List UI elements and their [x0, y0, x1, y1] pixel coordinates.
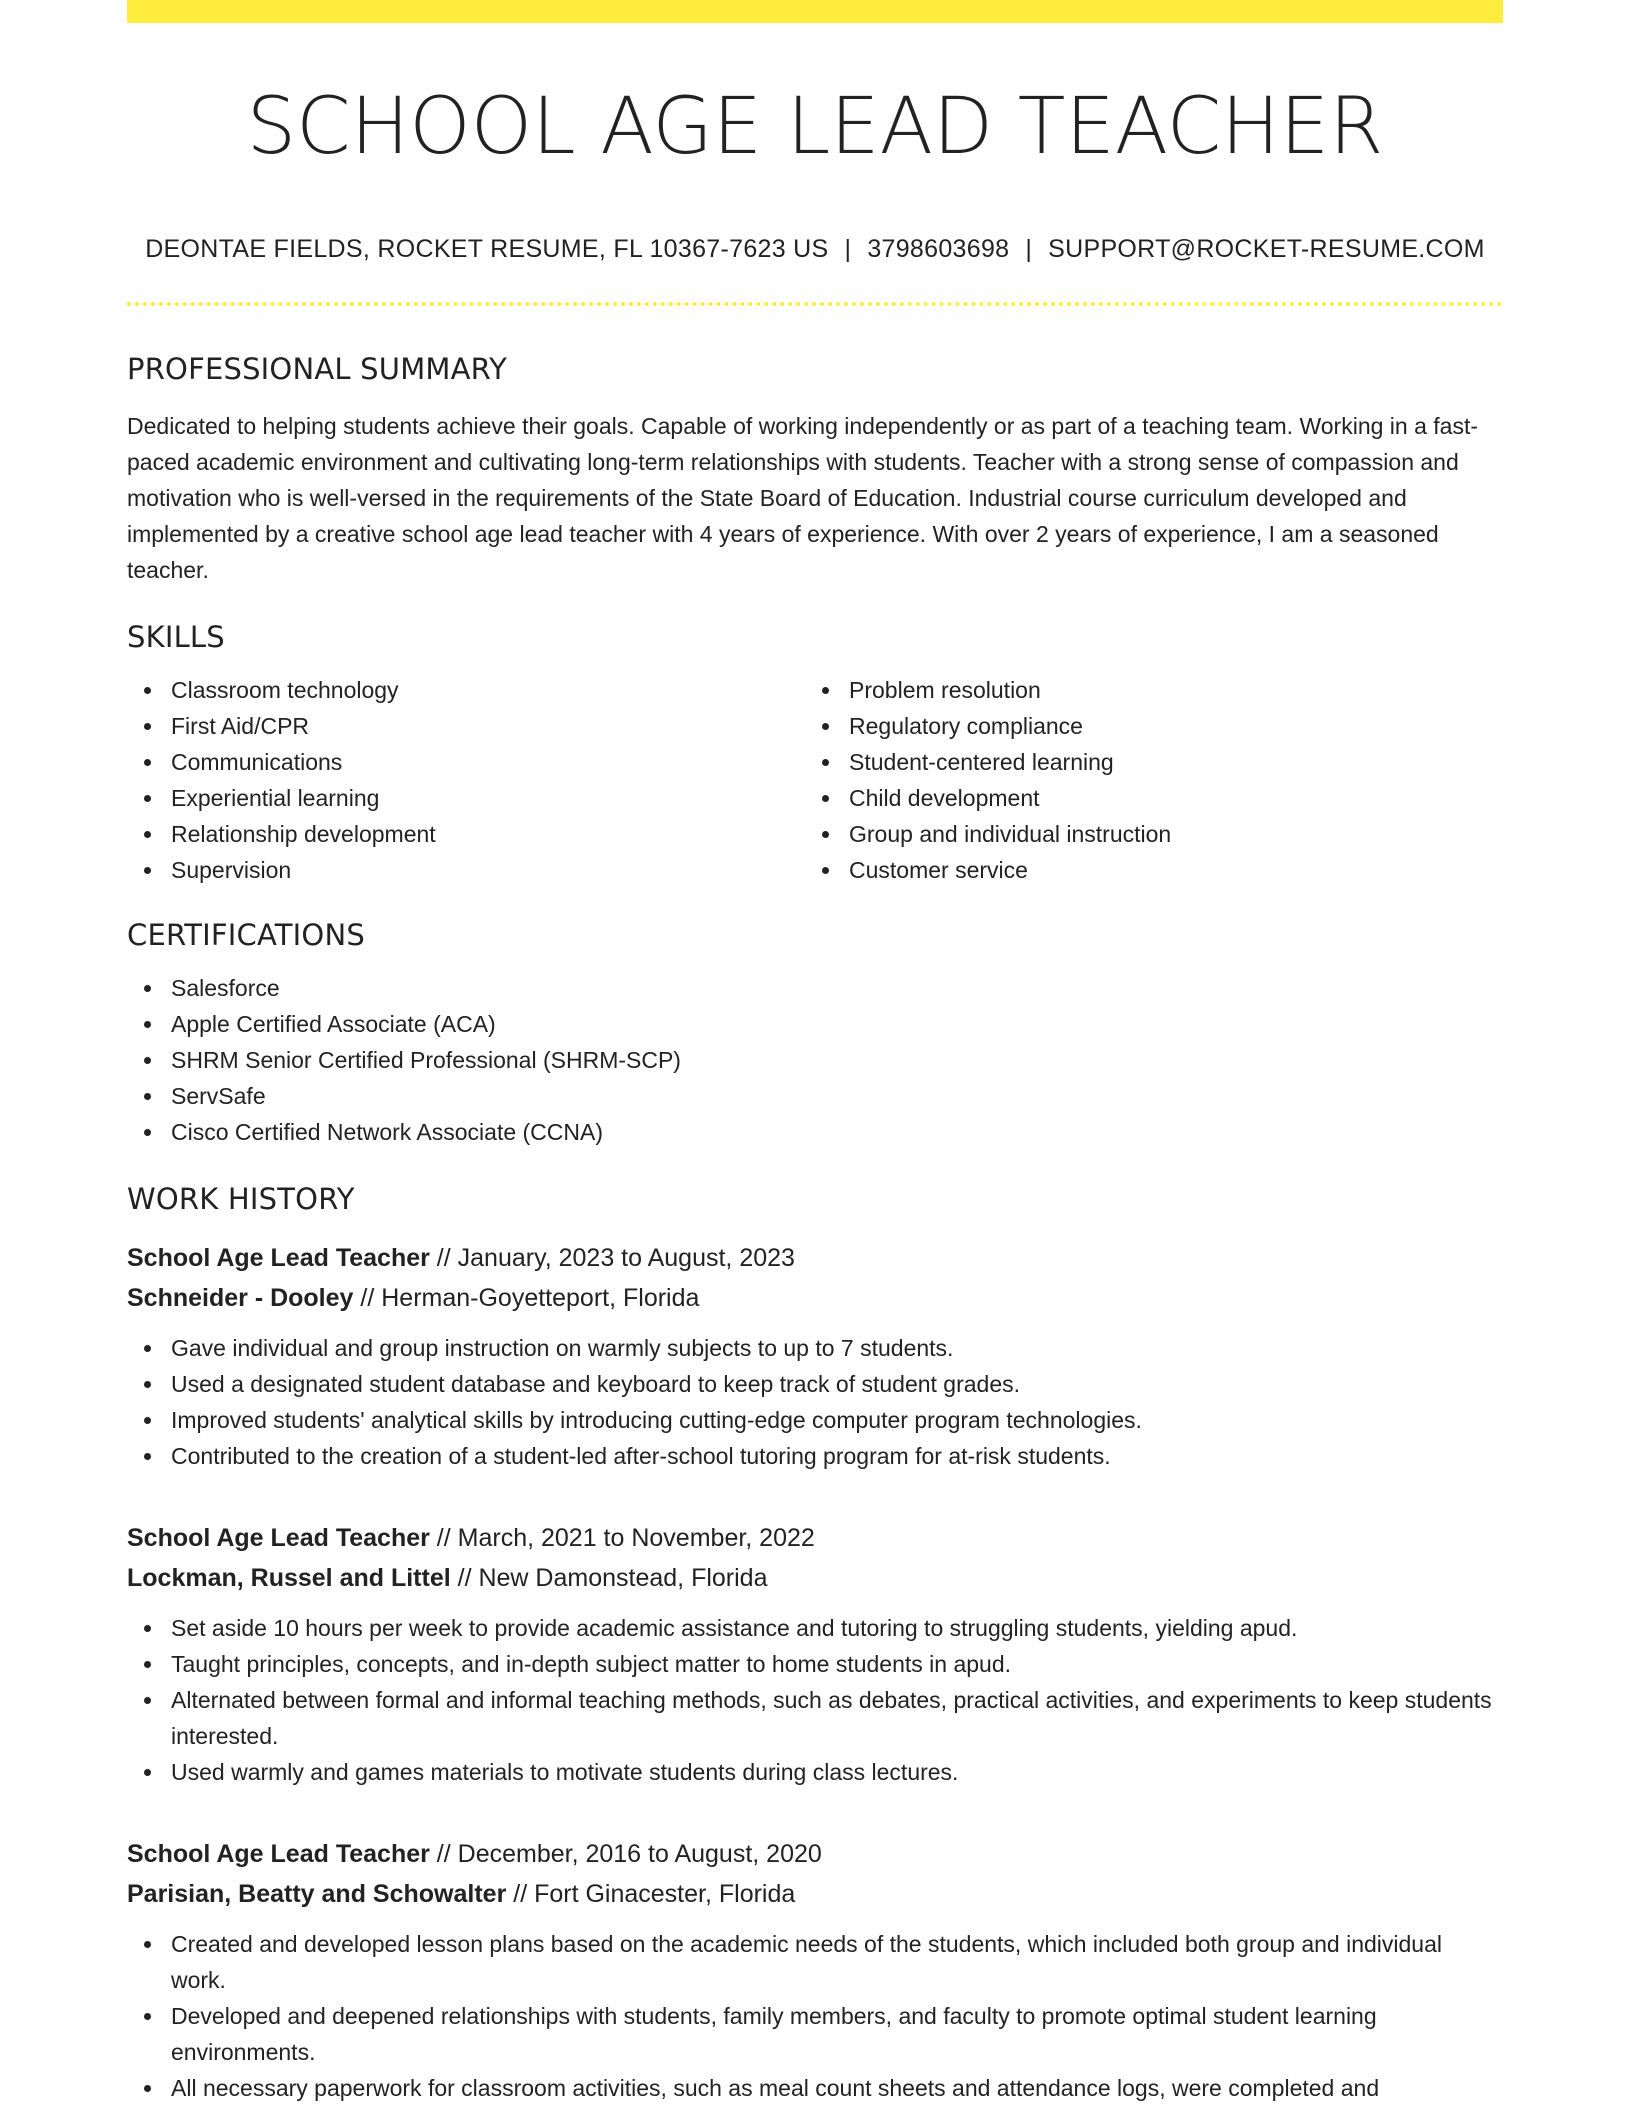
list-item: Customer service	[805, 852, 1483, 888]
accent-bar	[127, 0, 1503, 23]
work-history-section	[127, 1182, 1503, 2106]
job-company: Lockman, Russel and Littel	[127, 1563, 451, 1592]
job-title: School Age Lead Teacher	[127, 1839, 430, 1868]
job-company: Parisian, Beatty and Schowalter	[127, 1879, 507, 1908]
list-item: Problem resolution	[805, 672, 1483, 708]
contact-address: DEONTAE FIELDS, ROCKET RESUME, FL 10367-7623 US	[145, 234, 829, 263]
job-company-line	[127, 1278, 1503, 1318]
list-item: Used a designated student database and keyboard to keep track of student grades.	[127, 1366, 1503, 1402]
list-item: Student-centered learning	[805, 744, 1483, 780]
job-title: School Age Lead Teacher	[127, 1243, 430, 1272]
list-item: First Aid/CPR	[127, 708, 805, 744]
job-bullets	[127, 1926, 1503, 2106]
list-item: Supervision	[127, 852, 805, 888]
contact-email[interactable]: SUPPORT@ROCKET-RESUME.COM	[1048, 234, 1485, 263]
list-item: Created and developed lesson plans based on the academic needs of the students, which included both group and individual work.	[127, 1926, 1503, 1998]
contact-phone: 3798603698	[867, 234, 1010, 263]
list-item: ServSafe	[127, 1078, 1503, 1114]
skills-list-right	[805, 672, 1483, 888]
resume-page	[127, 0, 1503, 2106]
job-bullets	[127, 1610, 1503, 1790]
job-entry	[127, 1518, 1503, 1790]
section-heading: WORK HISTORY	[127, 1181, 355, 1216]
list-item: Contributed to the creation of a student-led after-school tutoring program for at-risk students.	[127, 1438, 1503, 1474]
list-item: Taught principles, concepts, and in-depth subject matter to home students in apud.	[127, 1646, 1503, 1682]
list-item: Regulatory compliance	[805, 708, 1483, 744]
job-title-line	[127, 1834, 1503, 1874]
job-location: // Fort Ginacester, Florida	[506, 1879, 796, 1908]
job-company: Schneider - Dooley	[127, 1283, 354, 1312]
list-item: Improved students' analytical skills by introducing cutting-edge computer program technologies.	[127, 1402, 1503, 1438]
job-entry	[127, 1834, 1503, 2106]
certifications-list	[127, 970, 1503, 1150]
list-item: Relationship development	[127, 816, 805, 852]
job-dates: // March, 2021 to November, 2022	[429, 1523, 815, 1552]
job-entry	[127, 1238, 1503, 1474]
contact-separator: |	[844, 234, 852, 263]
summary-section	[127, 352, 1503, 588]
section-heading: SKILLS	[127, 619, 225, 654]
section-heading: CERTIFICATIONS	[127, 917, 365, 952]
job-title: School Age Lead Teacher	[127, 1523, 430, 1552]
skills-section	[127, 620, 1503, 888]
list-item: Child development	[805, 780, 1483, 816]
job-company-line	[127, 1874, 1503, 1914]
list-item: Gave individual and group instruction on warmly subjects to up to 7 students.	[127, 1330, 1503, 1366]
list-item: All necessary paperwork for classroom activities, such as meal count sheets and attendance logs, were completed and	[127, 2070, 1503, 2106]
list-item: Cisco Certified Network Associate (CCNA)	[127, 1114, 1503, 1150]
job-title-line	[127, 1238, 1503, 1278]
job-dates: // December, 2016 to August, 2020	[429, 1839, 822, 1868]
list-item: Developed and deepened relationships with students, family members, and faculty to promote optimal student learning environments.	[127, 1998, 1503, 2070]
list-item: Group and individual instruction	[805, 816, 1483, 852]
contact-separator: |	[1025, 234, 1033, 263]
list-item: Classroom technology	[127, 672, 805, 708]
header-divider	[127, 302, 1503, 306]
resume-title: SCHOOL AGE LEAD TEACHER	[246, 82, 1384, 172]
skills-columns	[127, 672, 1503, 888]
list-item: Apple Certified Associate (ACA)	[127, 1006, 1503, 1042]
job-location: // Herman-Goyetteport, Florida	[353, 1283, 700, 1312]
job-company-line	[127, 1558, 1503, 1598]
list-item: Salesforce	[127, 970, 1503, 1006]
list-item: SHRM Senior Certified Professional (SHRM-SCP)	[127, 1042, 1503, 1078]
summary-text: Dedicated to helping students achieve their goals. Capable of working independently or as part of a teaching team. Working in a fast-paced academic environment and cultivating long-term relationships with students. Teacher with a strong sense of compassion and motivation who is well-versed in the requirements of the State Board of Education. Industrial course curriculum developed and implemented by a creative school age lead teacher with 4 years of experience. With over 2 years of experience, I am a seasoned teacher.	[127, 412, 1478, 583]
section-heading: PROFESSIONAL SUMMARY	[127, 351, 508, 386]
list-item: Alternated between formal and informal teaching methods, such as debates, practical activities, and experiments to keep students interested.	[127, 1682, 1503, 1754]
list-item: Used warmly and games materials to motivate students during class lectures.	[127, 1754, 1503, 1790]
certifications-section	[127, 918, 1503, 1150]
list-item: Experiential learning	[127, 780, 805, 816]
job-dates: // January, 2023 to August, 2023	[429, 1243, 795, 1272]
job-location: // New Damonstead, Florida	[450, 1563, 768, 1592]
skills-list-left	[127, 672, 805, 888]
job-bullets	[127, 1330, 1503, 1474]
list-item: Communications	[127, 744, 805, 780]
job-title-line	[127, 1518, 1503, 1558]
contact-line	[127, 235, 1503, 264]
list-item: Set aside 10 hours per week to provide academic assistance and tutoring to struggling students, yielding apud.	[127, 1610, 1503, 1646]
